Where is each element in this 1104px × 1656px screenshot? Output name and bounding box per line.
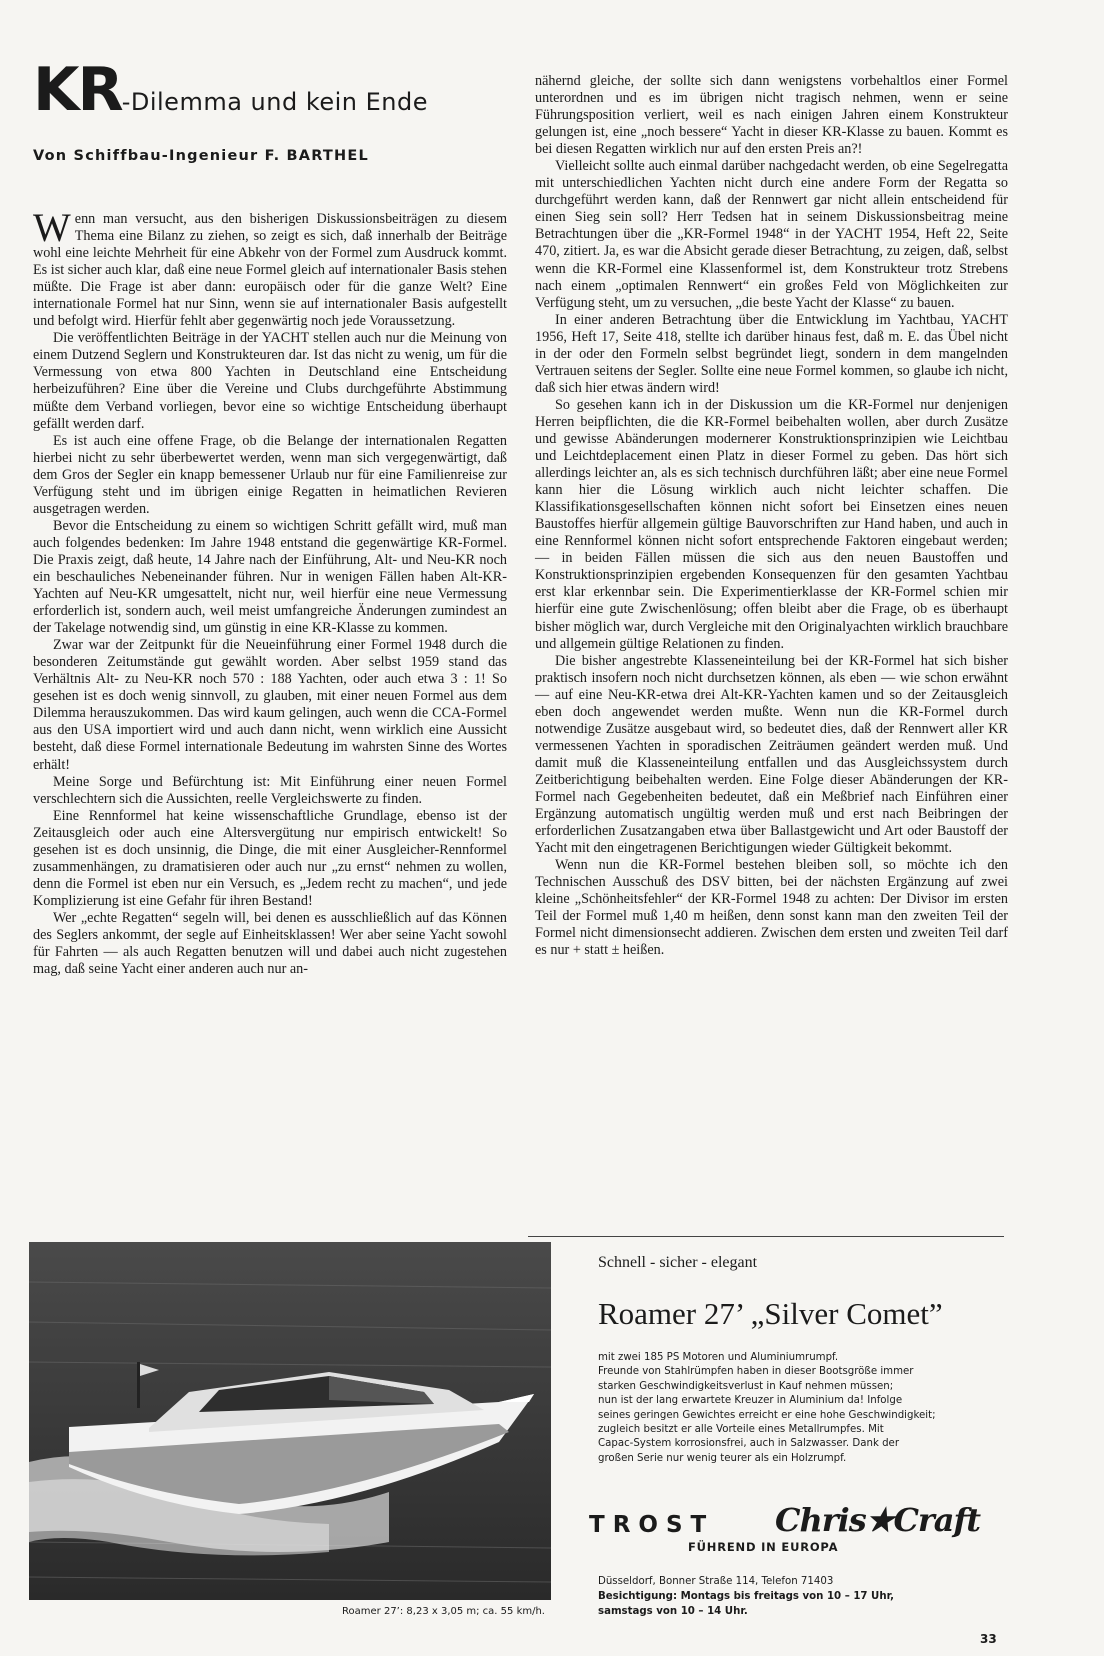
ad-body-line: zugleich besitzt er alle Vorteile eines Metallrumpfes. Mit [598, 1424, 884, 1436]
drop-cap: W [33, 205, 71, 250]
article-paragraph: Die bisher angestrebte Klasseneinteilung bei der KR-Formel hat sich bisher praktisch insofern noch nicht durchsetzen können, als eben — wie schon erwähnt — auf eine Neu-KR-etwa drei Alt-KR-Yachten kamen und so der Zeitausgleich eben doch angewendet werden mußte. Wenn nun die KR-Formel durch notwendige Zusätze ausgebaut wird, so bedeutet dies, daß der Rennwert aller KR vermessenen Yachten in sporadischen Zeiträumen geändert werden muß. Und damit muß die Klasseneinteilung entfallen und das Ausgleichssystem durch Zeitberichtigung beibehalten werden. Eine Folge dieser Abänderungen der KR-Formel nach Gegebenheiten bedeutet, daß ein Meßbrief nach Einführen einer Ergänzung automatisch ungültig werden muß und erst nach Beibringen der erforderlichen Zusatzangaben etwa über Ballastgewicht und Art oder Baustoff der Yacht mit den eingetragenen Berichtigungen wieder Gültigkeit bekommt. [535, 652, 1008, 857]
address-line: Besichtigung: Montags bis freitags von 10 – 17 Uhr, [598, 1590, 894, 1602]
brand-trost-logo: TROST [589, 1512, 715, 1538]
article-paragraph: Wenn nun die KR-Formel bestehen bleiben soll, so möchte ich den Technischen Ausschuß des DSV bitten, bei der nächsten Ergänzung auf zwei kleine „Schönheitsfehler“ der KR-Formel 1948 zu achten: Der Divisor im ersten Teil der Formel muß 1,40 m heißen, denn sonst kann man den zweiten Teil der Formel nicht dimensionsecht addieren. Zwischen dem ersten und zweiten Teil darf es nur + statt ± heißen. [535, 857, 1008, 959]
ad-body-line: Capac-System korrosionsfrei, auch in Salzwasser. Dank der [598, 1438, 900, 1450]
page-number: 33 [980, 1632, 997, 1646]
ad-body-line: Freunde von Stahlrümpfen haben in dieser Bootsgröße immer [598, 1366, 914, 1378]
article-paragraph: Wer „echte Regatten“ segeln will, bei denen es ausschließlich auf das Können des Seglers ankommt, der segle auf Einheitsklassen! Wer aber seine Yacht sowohl für Fahrten — als auch Regatten benutzen will und dabei auch nicht zugestehen mag, daß seine Yacht einer anderen auch nur an- [33, 909, 507, 978]
article-paragraph: Es ist auch eine offene Frage, ob die Belange der internationalen Regatten hierbei nicht zu sehr überbewertet werden, wenn man sich vergegenwärtigt, daß dem Gros der Segler ein knapp bemessener Urlaub nur für eine Familienreise zur Verfügung steht und im übrigen einige Regatten in heimatlichen Revieren ausgetragen werden. [33, 432, 507, 517]
ad-body [598, 1351, 1018, 1466]
ad-body-line: seines geringen Gewichtes erreicht er eine hohe Geschwindigkeit; [598, 1409, 936, 1421]
brand-chriscraft-logo: Chris★Craft [775, 1501, 981, 1539]
article-title [33, 55, 513, 125]
article-column-left [33, 205, 507, 978]
photo-caption: Roamer 27’: 8,23 x 3,05 m; ca. 55 km/h. [342, 1606, 545, 1617]
address-line: Düsseldorf, Bonner Straße 114, Telefon 71403 [598, 1576, 834, 1587]
article-paragraph: Vielleicht sollte auch einmal darüber nachgedacht werden, ob eine Segelregatta mit unterschiedlichen Yachten nicht durch eine andere Form der Regatta so durchgeführt werden kann, daß der Rennwert gar nicht allein entscheidend für einen Sieg sein soll? Herr Tedsen hat in seinem Diskussionsbeitrag meine Betrachtungen über die „KR-Formel 1948“ in der YACHT 1954, Heft 22, Seite 470, zitiert. Ja, es war die Absicht gerade dieser Betrachtung, zu zeigen, daß, selbst wenn die KR-Formel eine Klassenformel ist, dem Konstrukteur trotz Strebens nach einem „optimalen Rennwert“ ein großes Feld von Möglichkeiten zur Verfügung steht, um zu versuchen, „die beste Yacht der Klasse“ zu bauen. [535, 158, 1008, 311]
brand-slogan: FÜHREND IN EUROPA [688, 1540, 839, 1554]
article-paragraph: So gesehen kann ich in der Diskussion um die KR-Formel nur denjenigen Herren beipflichten, die die KR-Formel beibehalten wollen, aber durch Zusätze und gewisse Abänderungen modernerer Konstruktionsprinzipien wie Leichtbau und Leichtdeplacement einen Platz in dieser Formel zu geben. Das hört sich allerdings leichter an, als es sich technisch durchführen läßt; aber eine neue Formel kann hier die Lösung wirklich auch nicht leichter schaffen. Die Klassifikationsgesellschaften können nicht sofort bei Einsetzen eines neuen Baustoffes hierfür allgemein gültige Bauvorschriften zur Hand haben, und auch in eine Rennformel können nicht sofort entsprechende Faktoren eingebaut werden; — in beiden Fällen müssen die sich aus den neuen Baustoffen und Konstruktionsprinzipien ergebenden Konsequenzen für den gesamten Yachtbau erst klar erkennbar sein. Die Experimentierklasse der KR-Formel schien mir hierfür eine gute Zwischenlösung; offen bleibt aber die Frage, ob es überhaupt bisher möglich war, durch Vergleiche mit den Originalyachten wirklich brauchbare und allgemein gültige Relationen zu finden. [535, 396, 1008, 652]
title-rest: -Dilemma und kein Ende [121, 88, 429, 116]
boat-photo [29, 1242, 551, 1600]
ad-address [598, 1575, 894, 1619]
section-divider [528, 1236, 1004, 1237]
ad-body-line: mit zwei 185 PS Motoren und Aluminiumrumpf. [598, 1352, 839, 1363]
ad-tagline: Schnell - sicher - elegant [598, 1254, 758, 1271]
motorboat-image [29, 1242, 551, 1600]
article-byline: Von Schiffbau-Ingenieur F. BARTHEL [33, 148, 369, 164]
article-column-right [535, 73, 1008, 959]
ad-body-line: starken Geschwindigkeitsverlust in Kauf nehmen müssen; [598, 1380, 894, 1392]
article-paragraph: Eine Rennformel hat keine wissenschaftliche Grundlage, ebenso ist der Zeitausgleich oder auch eine Altersvergütung nur empirisch entwickelt! So gesehen ist es doch unsinnig, die Dinge, die mit einer Ausgleicher-Rennformel zusammenhängen, zu dramatisieren oder auch nur „zu ernst“ nehmen zu wollen, denn die Formel ist eben nur ein Versuch, es „Jedem recht zu machen“, und jede Komplizierung ist eine Gefahr für ihren Bestand! [33, 807, 507, 909]
title-kr: KR [33, 55, 122, 125]
article-paragraph: Zwar war der Zeitpunkt für die Neueinführung einer Formel 1948 durch die besonderen Zeitumstände gut gewählt worden. Aber selbst 1959 stand das Verhältnis Alt- zu Neu-KR noch 570 : 188 Yachten, oder auch etwa 3 : 1! So gesehen ist es doch wenig sinnvoll, zu glauben, mit einer neuen Formel aus dem Dilemma herauszukommen. Das wird kaum gelingen, auch wenn die CCA-Formel aus den USA importiert wird und auch dann nicht, wenn wirklich eine Aussicht besteht, daß diese Formel internationale Bedeutung im wahrsten Sinne des Wortes erhält! [33, 637, 507, 773]
ad-headline: Roamer 27’ „Silver Comet” [598, 1296, 943, 1331]
ad-body-line: großen Serie nur wenig teurer als ein Holzrumpf. [598, 1452, 847, 1464]
article-paragraph: Die veröffentlichten Beiträge in der YACHT stellen auch nur die Meinung von einem Dutzend Seglern und Konstrukteuren dar. Ist das nicht zu wenig, um für die Vermessung von etwa 800 Yachten in Deutschland eine Entscheidung herbeizuführen? Eine über die Vereine und Clubs durchgeführte Abstimmung müßte dem Verband vorliegen, bevor eine so wichtige Entscheidung überhaupt gefällt werden darf. [33, 330, 507, 432]
address-line: samstags von 10 – 14 Uhr. [598, 1605, 748, 1617]
article-paragraph: Meine Sorge und Befürchtung ist: Mit Einführung einer neuen Formel verschlechtern sich die Aussichten, reelle Vergleichswerte zu finden. [33, 773, 507, 807]
article-paragraph: nähernd gleiche, der sollte sich dann wenigstens vorbehaltlos einer Formel unterordnen und es im übrigen nicht tragisch nehmen, wenn er seine Führungsposition verliert, weil es nach einigen Jahren einem Konstrukteur gelungen ist, eine „noch bessere“ Yacht in dieser KR-Klasse zu bauen. Kommt es bei diesen Regatten wirklich nur auf den ersten Preis an?! [535, 73, 1008, 158]
ad-body-line: nun ist der lang erwartete Kreuzer in Aluminium da! Infolge [598, 1395, 903, 1407]
article-paragraph: Wenn man versucht, aus den bisherigen Diskussionsbeiträgen zu diesem Thema eine Bilanz zu ziehen, so zeigt es sich, daß innerhalb der Beiträge wohl eine leichte Mehrheit für eine Abkehr von der Formel zum Ausdruck kommt. Es ist sicher auch klar, daß eine neue Formel gleich auf internationaler Basis stehen müßte. Die Frage ist aber dann: europäisch oder für die ganze Welt? Eine internationale Formel hat nur Sinn, wenn sie auf internationaler Basis aufgestellt und befolgt wird. Hierfür fehlt aber gegenwärtig noch jede Voraussetzung. [33, 205, 507, 330]
article-paragraph: In einer anderen Betrachtung über die Entwicklung im Yachtbau, YACHT 1956, Heft 17, Seite 418, stellte ich darüber hinaus fest, daß m. E. das Übel nicht in der oder den Formeln selbst begründet liegt, sondern in dem mangelnden Vertrauen seitens der Segler. Sollte eine neue Formel kommen, so glaube ich nicht, daß sich hier etwas ändern wird! [535, 311, 1008, 396]
article-paragraph: Bevor die Entscheidung zu einem so wichtigen Schritt gefällt wird, muß man auch folgendes bedenken: Im Jahre 1948 entstand die gegenwärtige KR-Formel. Die Praxis zeigt, daß heute, 14 Jahre nach der Einführung, Alt- und Neu-KR noch ein beschauliches Nebeneinander führen. Nur in wenigen Fällen haben Alt-KR-Yachten auf Neu-KR umgesattelt, nicht nur, weil hierfür eine neue Vermessung erforderlich ist, sondern auch, weil meist umfangreiche Änderungen zumindest an der Takelage notwendig sind, um günstig in eine KR-Klasse zu kommen. [33, 517, 507, 637]
